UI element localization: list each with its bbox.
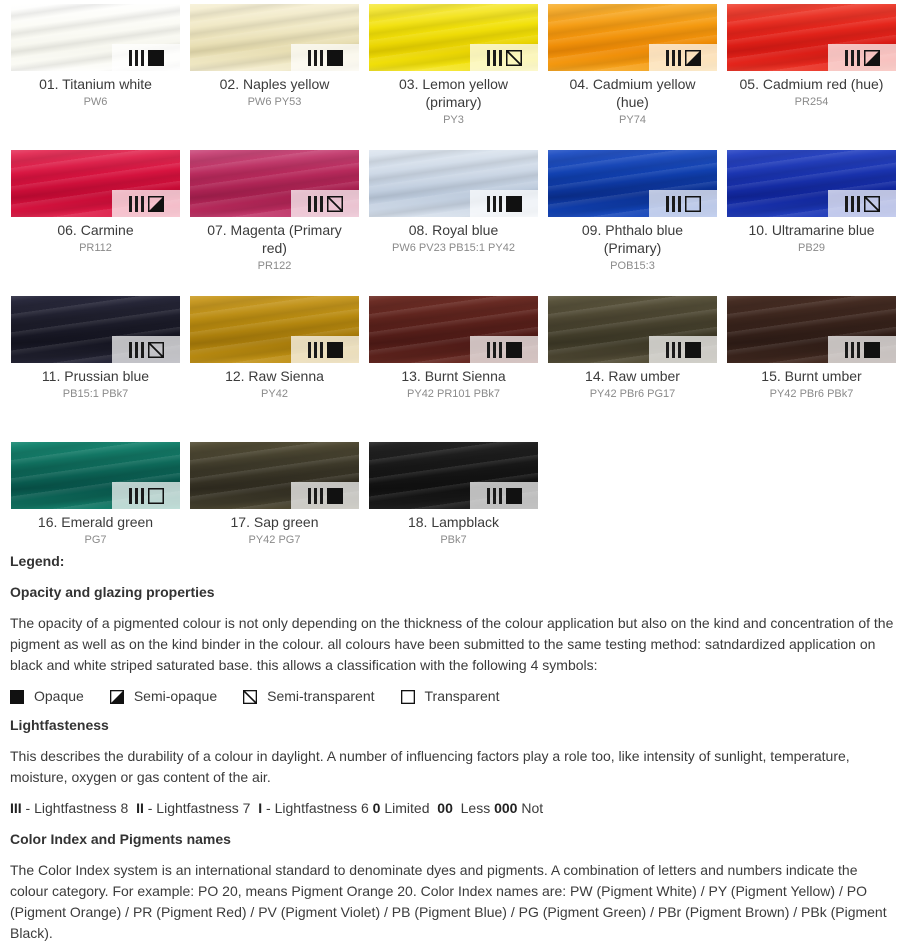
pigment-codes: PY42 PBr6 PG17 <box>589 388 676 400</box>
lightfastness-icon <box>666 196 681 212</box>
pigment-codes: PR112 <box>79 242 112 254</box>
opacity-symbols-row <box>10 686 895 707</box>
property-badge <box>112 190 180 217</box>
lightfastness-label: - Lightfastness 6 <box>262 800 373 816</box>
color-name: 01. Titanium white <box>39 76 152 92</box>
lightfastness-icon <box>129 342 144 358</box>
color-name: 15. Burnt umber <box>761 368 862 384</box>
color-item <box>727 4 896 150</box>
legend-symbol-label: Semi-opaque <box>133 688 218 704</box>
paint-swatch <box>369 4 538 71</box>
color-swatch-grid <box>11 4 896 588</box>
semi-transparent-icon <box>506 50 522 66</box>
paint-swatch <box>548 296 717 363</box>
paint-swatch <box>11 150 180 217</box>
lightfastness-symbol: II <box>136 800 144 816</box>
color-name: 05. Cadmium red (hue) <box>739 76 884 92</box>
color-index-heading: Color Index and Pigments names <box>10 831 231 847</box>
color-name: 18. Lampblack <box>407 514 500 530</box>
legend-symbol-label: Opaque <box>34 688 84 704</box>
legend-section <box>10 551 895 944</box>
paint-swatch <box>11 4 180 71</box>
property-badge <box>112 336 180 363</box>
property-badge <box>470 482 538 509</box>
legend-symbol-semi-opaque <box>110 686 217 707</box>
paint-swatch <box>548 4 717 71</box>
color-item <box>369 4 538 150</box>
color-name: 08. Royal blue <box>408 222 499 238</box>
lightfastness-icon <box>129 50 144 66</box>
pigment-codes: PW6 PY53 <box>247 96 302 108</box>
pigment-codes: PG7 <box>84 534 107 546</box>
lightfastness-label: Not <box>517 800 544 816</box>
pigment-codes: PY3 <box>443 114 464 126</box>
color-item <box>548 296 717 442</box>
opaque-icon <box>685 342 701 358</box>
lightfastness-icon <box>308 196 323 212</box>
semi-transparent-icon <box>243 690 257 704</box>
color-name: 09. Phthalo blue (Primary) <box>581 222 684 256</box>
lightfastness-label: - Lightfastness 8 <box>21 800 137 816</box>
semi-opaque-icon <box>864 50 880 66</box>
lightfastness-icon <box>129 196 144 212</box>
paint-swatch <box>727 296 896 363</box>
semi-opaque-icon <box>685 50 701 66</box>
color-index-text: The Color Index system is an international standard to denominate dyes and pigments. A combination of letters and numbers indicate the colour category. For example: PO 20, means Pigment Orange 20. Color Index names are: PW (Pigment White) / PY (Pigment Yellow) / PO (Pigment Orange) / PR (Pigment Red) / PV (Pigment Violet) / PB (Pigment Blue) / PG (Pigment Green) / PBr (Pigment Brown) / PBk (Pigment Black). <box>10 862 887 941</box>
lightfastness-icon <box>487 50 502 66</box>
property-badge <box>649 190 717 217</box>
pigment-codes: POB15:3 <box>610 260 655 272</box>
opaque-icon <box>148 50 164 66</box>
color-item <box>190 296 359 442</box>
opaque-icon <box>327 342 343 358</box>
pigment-codes: PR254 <box>794 96 829 108</box>
paint-swatch <box>190 150 359 217</box>
color-item <box>11 296 180 442</box>
opaque-icon <box>506 196 522 212</box>
opaque-icon <box>327 488 343 504</box>
color-item <box>369 296 538 442</box>
paint-swatch <box>548 150 717 217</box>
color-item <box>369 150 538 296</box>
property-badge <box>291 190 359 217</box>
semi-transparent-icon <box>864 196 880 212</box>
paint-swatch <box>11 442 180 509</box>
lightfastness-icon <box>308 50 323 66</box>
legend-symbol-semi-transparent <box>243 686 374 707</box>
color-item <box>727 150 896 296</box>
paint-swatch <box>190 442 359 509</box>
paint-swatch <box>11 296 180 363</box>
lightfastness-icon <box>308 488 323 504</box>
transparent-icon <box>685 196 701 212</box>
color-item <box>548 150 717 296</box>
color-item <box>11 150 180 296</box>
lightfastness-symbol: III <box>10 800 22 816</box>
lightfastness-heading: Lightfasteness <box>10 717 109 733</box>
lightfastness-label: Limited <box>380 800 438 816</box>
property-badge <box>291 336 359 363</box>
opaque-icon <box>327 50 343 66</box>
lightfastness-scale <box>10 798 895 819</box>
opaque-icon <box>864 342 880 358</box>
color-name: 04. Cadmium yellow (hue) <box>569 76 696 110</box>
color-name: 16. Emerald green <box>37 514 154 530</box>
color-name: 13. Burnt Sienna <box>401 368 506 384</box>
opacity-text: The opacity of a pigmented colour is not only depending on the thickness of the colour application but also on the kind and concentration of the pigment as well as on the kind binder in the colour. all colours have been submitted to the same testing method: satndardized application on black and white striped saturated base. this allows a classification with the following 4 symbols: <box>10 615 894 673</box>
pigment-codes: PR122 <box>257 260 292 272</box>
lightfastness-icon <box>845 196 860 212</box>
color-name: 17. Sap green <box>230 514 319 530</box>
pigment-codes: PW6 PV23 PB15:1 PY42 <box>392 242 515 254</box>
pigment-codes: PB15:1 PBk7 <box>62 388 129 400</box>
lightfastness-symbol: 00 <box>437 800 453 816</box>
pigment-codes: PW6 <box>83 96 108 108</box>
color-name: 11. Prussian blue <box>41 368 150 384</box>
paint-swatch <box>369 296 538 363</box>
property-badge <box>291 44 359 71</box>
lightfastness-label: - Lightfastness 7 <box>143 800 259 816</box>
semi-opaque-icon <box>110 690 124 704</box>
property-badge <box>828 44 896 71</box>
pigment-codes: PY74 <box>619 114 646 126</box>
pigment-codes: PBk7 <box>440 534 467 546</box>
color-item <box>11 4 180 150</box>
paint-swatch <box>190 4 359 71</box>
legend-title: Legend: <box>10 553 65 569</box>
lightfastness-icon <box>487 196 502 212</box>
opaque-icon <box>506 342 522 358</box>
pigment-codes: PY42 PG7 <box>248 534 301 546</box>
lightfastness-icon <box>487 488 502 504</box>
color-name: 06. Carmine <box>57 222 134 238</box>
lightfastness-icon <box>845 342 860 358</box>
color-item <box>727 296 896 442</box>
pigment-codes: PY42 <box>261 388 288 400</box>
property-badge <box>649 336 717 363</box>
property-badge <box>112 482 180 509</box>
lightfastness-text: This describes the durability of a colour in daylight. A number of influencing factors play a role too, like intensity of sunlight, temperature, moisture, oxygen or gas content of the air. <box>10 748 850 785</box>
opaque-icon <box>506 488 522 504</box>
opacity-heading: Opacity and glazing properties <box>10 584 215 600</box>
lightfastness-icon <box>308 342 323 358</box>
property-badge <box>828 190 896 217</box>
property-badge <box>649 44 717 71</box>
color-name: 14. Raw umber <box>585 368 680 384</box>
paint-swatch <box>727 4 896 71</box>
legend-symbol-label: Transparent <box>424 688 500 704</box>
color-item <box>548 4 717 150</box>
semi-transparent-icon <box>148 342 164 358</box>
property-badge <box>291 482 359 509</box>
paint-swatch <box>369 150 538 217</box>
pigment-codes: PY42 PBr6 PBk7 <box>769 388 854 400</box>
property-badge <box>112 44 180 71</box>
property-badge <box>470 336 538 363</box>
color-item <box>190 150 359 296</box>
semi-transparent-icon <box>327 196 343 212</box>
opaque-icon <box>10 690 24 704</box>
property-badge <box>470 44 538 71</box>
lightfastness-label: Less <box>452 800 495 816</box>
lightfastness-symbol: 000 <box>494 800 518 816</box>
color-name: 02. Naples yellow <box>219 76 330 92</box>
paint-swatch <box>369 442 538 509</box>
color-name: 07. Magenta (Primary red) <box>207 222 342 256</box>
color-name: 03. Lemon yellow (primary) <box>399 76 508 110</box>
legend-symbol-transparent <box>401 686 500 707</box>
lightfastness-icon <box>487 342 502 358</box>
lightfastness-icon <box>129 488 144 504</box>
property-badge <box>828 336 896 363</box>
transparent-icon <box>148 488 164 504</box>
property-badge <box>470 190 538 217</box>
paint-swatch <box>727 150 896 217</box>
lightfastness-icon <box>845 50 860 66</box>
lightfastness-icon <box>666 342 681 358</box>
color-name: 12. Raw Sienna <box>225 368 324 384</box>
pigment-codes: PY42 PR101 PBk7 <box>407 388 500 400</box>
legend-symbol-label: Semi-transparent <box>267 688 375 704</box>
pigment-codes: PB29 <box>798 242 825 254</box>
transparent-icon <box>401 690 415 704</box>
paint-swatch <box>190 296 359 363</box>
color-name: 10. Ultramarine blue <box>748 222 875 238</box>
legend-symbol-opaque <box>10 686 84 707</box>
semi-opaque-icon <box>148 196 164 212</box>
lightfastness-icon <box>666 50 681 66</box>
lightfastness-symbol: I <box>258 800 263 816</box>
lightfastness-symbol: 0 <box>372 800 381 816</box>
color-item <box>190 4 359 150</box>
